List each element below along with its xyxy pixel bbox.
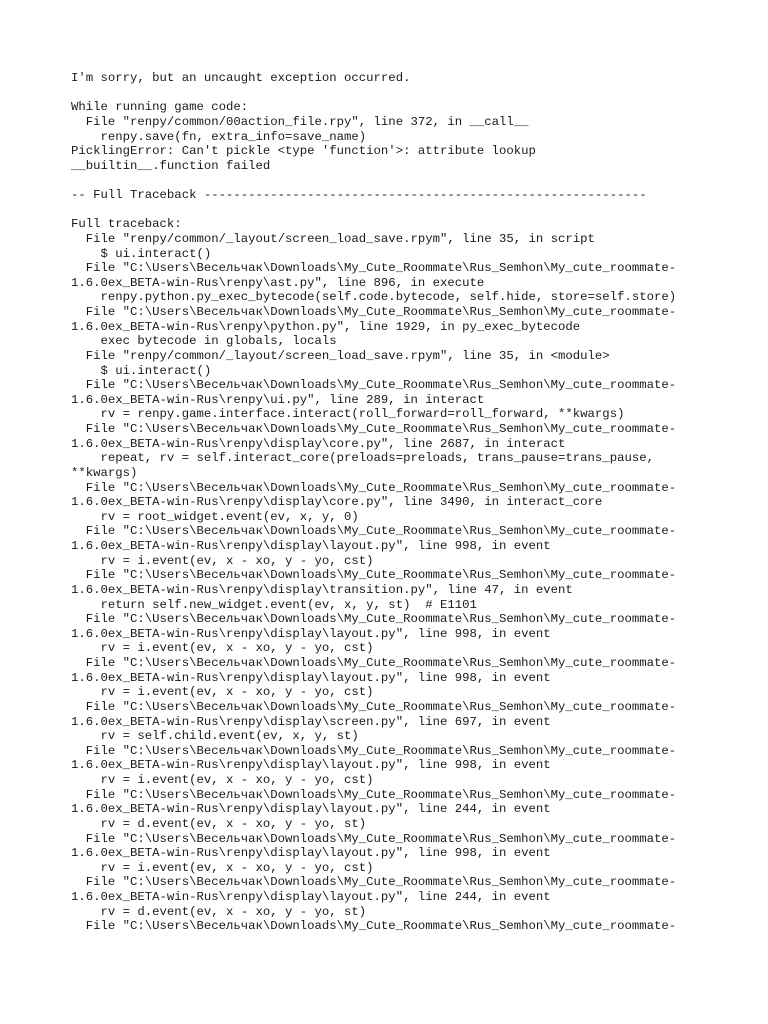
traceback-line: File "C:\Users\Весельчак\Downloads\My_Cute_Roommate\Rus_Semhon\My_cute_roommate- — [71, 787, 677, 802]
game-code-line: PicklingError: Can't pickle <type 'function'>: attribute lookup — [71, 144, 536, 159]
traceback-line: File "C:\Users\Весельчак\Downloads\My_Cute_Roommate\Rus_Semhon\My_cute_roommate- — [71, 524, 677, 539]
traceback-line: rv = d.event(ev, x - xo, y - yo, st) — [71, 816, 367, 831]
game-code-title: While running game code: — [71, 100, 249, 115]
traceback-line: $ ui.interact() — [71, 246, 212, 261]
traceback-line: 1.6.0ex_BETA-win-Rus\renpy\display\layout.py", line 998, in event — [71, 758, 551, 773]
traceback-line: File "C:\Users\Весельчак\Downloads\My_Cute_Roommate\Rus_Semhon\My_cute_roommate- — [71, 875, 677, 890]
traceback-line: $ ui.interact() — [71, 363, 212, 378]
traceback-line: rv = root_widget.event(ev, x, y, 0) — [71, 509, 359, 524]
traceback-line: **kwargs) — [71, 465, 138, 480]
traceback-line: 1.6.0ex_BETA-win-Rus\renpy\ast.py", line 896, in execute — [71, 275, 485, 290]
spacer — [71, 203, 708, 218]
traceback-line: File "C:\Users\Весельчак\Downloads\My_Cute_Roommate\Rus_Semhon\My_cute_roommate- — [71, 568, 677, 583]
traceback-line: 1.6.0ex_BETA-win-Rus\renpy\python.py", line 1929, in py_exec_bytecode — [71, 319, 581, 334]
traceback-line: 1.6.0ex_BETA-win-Rus\renpy\display\layout.py", line 998, in event — [71, 626, 551, 641]
traceback-line: rv = renpy.game.interface.interact(roll_forward=roll_forward, **kwargs) — [71, 407, 625, 422]
traceback-line: return self.new_widget.event(ev, x, y, st) # E1101 — [71, 597, 477, 612]
traceback-line: renpy.python.py_exec_bytecode(self.code.bytecode, self.hide, store=self.store) — [71, 290, 677, 305]
traceback-line: File "C:\Users\Весельчак\Downloads\My_Cute_Roommate\Rus_Semhon\My_cute_roommate- — [71, 612, 677, 627]
traceback-divider: -- Full Traceback ------------------------------------------------------------ — [71, 188, 647, 202]
traceback-document — [71, 71, 708, 934]
traceback-line: rv = i.event(ev, x - xo, y - yo, cst) — [71, 641, 374, 656]
traceback-line: 1.6.0ex_BETA-win-Rus\renpy\ui.py", line 289, in interact — [71, 392, 485, 407]
traceback-line: 1.6.0ex_BETA-win-Rus\renpy\display\layout.py", line 998, in event — [71, 539, 551, 553]
traceback-line: rv = self.child.event(ev, x, y, st) — [71, 729, 359, 744]
traceback-line: File "C:\Users\Весельчак\Downloads\My_Cute_Roommate\Rus_Semhon\My_cute_roommate- — [71, 305, 677, 319]
full-traceback-section — [71, 217, 708, 934]
traceback-line: 1.6.0ex_BETA-win-Rus\renpy\display\core.py", line 3490, in interact_core — [71, 495, 603, 510]
game-code-line: File "renpy/common/00action_file.rpy", line 372, in __call__ — [71, 114, 529, 129]
traceback-line: File "renpy/common/_layout/screen_load_save.rpym", line 35, in <module> — [71, 348, 610, 363]
spacer — [71, 173, 708, 188]
traceback-line: File "renpy/common/_layout/screen_load_save.rpym", line 35, in script — [71, 231, 595, 246]
traceback-line: repeat, rv = self.interact_core(preloads=preloads, trans_pause=trans_pause, — [71, 451, 654, 466]
traceback-line: 1.6.0ex_BETA-win-Rus\renpy\display\layout.py", line 244, in event — [71, 890, 551, 904]
game-code-line: renpy.save(fn, extra_info=save_name) — [71, 129, 367, 144]
traceback-line: 1.6.0ex_BETA-win-Rus\renpy\display\screen.py", line 697, in event — [71, 714, 551, 729]
traceback-line: exec bytecode in globals, locals — [71, 334, 337, 349]
traceback-line: File "C:\Users\Весельчак\Downloads\My_Cute_Roommate\Rus_Semhon\My_cute_roommate- — [71, 743, 677, 758]
traceback-line: 1.6.0ex_BETA-win-Rus\renpy\display\core.py", line 2687, in interact — [71, 436, 566, 451]
traceback-line: File "C:\Users\Весельчак\Downloads\My_Cute_Roommate\Rus_Semhon\My_cute_roommate- — [71, 378, 677, 393]
traceback-line: File "C:\Users\Весельчак\Downloads\My_Cute_Roommate\Rus_Semhon\My_cute_roommate- — [71, 919, 677, 934]
traceback-line: 1.6.0ex_BETA-win-Rus\renpy\display\layout.py", line 244, in event — [71, 802, 551, 817]
traceback-line: rv = i.event(ev, x - xo, y - yo, cst) — [71, 773, 374, 787]
game-code-line: __builtin__.function failed — [71, 158, 271, 173]
traceback-line: rv = i.event(ev, x - xo, y - yo, cst) — [71, 860, 374, 875]
traceback-line: 1.6.0ex_BETA-win-Rus\renpy\display\layout.py", line 998, in event — [71, 670, 551, 685]
traceback-line: File "C:\Users\Весельчак\Downloads\My_Cute_Roommate\Rus_Semhon\My_cute_roommate- — [71, 831, 677, 846]
full-traceback-title: Full traceback: — [71, 217, 182, 232]
traceback-line: 1.6.0ex_BETA-win-Rus\renpy\display\transition.py", line 47, in event — [71, 582, 573, 597]
error-message: I'm sorry, but an uncaught exception occurred. — [71, 71, 411, 85]
traceback-line: File "C:\Users\Весельчак\Downloads\My_Cute_Roommate\Rus_Semhon\My_cute_roommate- — [71, 261, 677, 276]
traceback-line: rv = i.event(ev, x - xo, y - yo, cst) — [71, 553, 374, 568]
traceback-line: rv = d.event(ev, x - xo, y - yo, st) — [71, 904, 367, 919]
game-code-section — [71, 100, 708, 173]
traceback-line: 1.6.0ex_BETA-win-Rus\renpy\display\layout.py", line 998, in event — [71, 846, 551, 861]
traceback-line: File "C:\Users\Весельчак\Downloads\My_Cute_Roommate\Rus_Semhon\My_cute_roommate- — [71, 480, 677, 495]
spacer — [71, 86, 708, 101]
traceback-lines — [71, 232, 708, 934]
traceback-line: rv = i.event(ev, x - xo, y - yo, cst) — [71, 685, 374, 700]
traceback-line: File "C:\Users\Весельчак\Downloads\My_Cute_Roommate\Rus_Semhon\My_cute_roommate- — [71, 656, 677, 670]
traceback-line: File "C:\Users\Весельчак\Downloads\My_Cute_Roommate\Rus_Semhon\My_cute_roommate- — [71, 699, 677, 714]
traceback-line: File "C:\Users\Весельчак\Downloads\My_Cute_Roommate\Rus_Semhon\My_cute_roommate- — [71, 422, 677, 436]
